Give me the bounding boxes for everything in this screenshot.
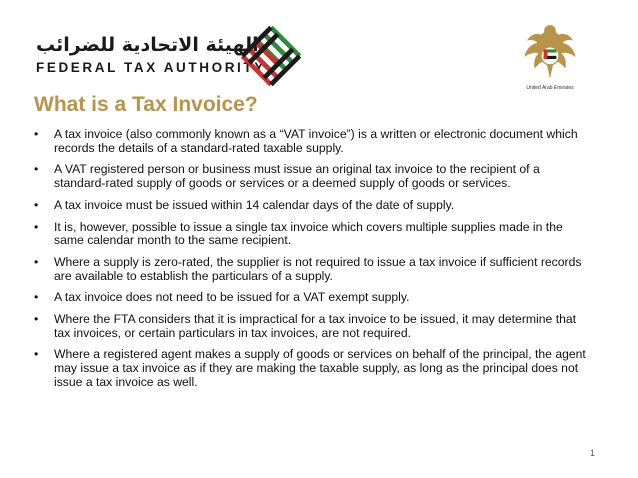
bullet-text: A tax invoice (also commonly known as a “VAT invoice”) is a written or electronic document which records the details of a standard-rated taxable supply. — [54, 127, 578, 155]
bullet-text: Where a supply is zero-rated, the supplier is not required to issue a tax invoice if sufficient records are available to establish the particulars of a supply. — [54, 254, 582, 283]
slide-header — [0, 0, 638, 95]
bullet-item — [34, 199, 594, 213]
bullet-text: A VAT registered person or business must issue an original tax invoice to the recipient of a standard-rated supply of goods or services or a deemed supply of goods or services. — [54, 162, 540, 190]
fta-emblem-icon — [237, 22, 305, 90]
country-emblem-label: United Arab Emirates — [526, 85, 574, 91]
bullet-text: It is, however, possible to issue a single tax invoice which covers multiple supplies made in the same calendar month to the same recipient. — [54, 219, 563, 248]
bullet-list — [34, 128, 594, 397]
bullet-item — [34, 313, 594, 340]
uae-falcon-emblem-icon — [518, 20, 582, 84]
bullet-marker: • — [34, 290, 39, 305]
slide-title: What is a Tax Invoice? — [34, 93, 258, 116]
bullet-item — [34, 163, 594, 190]
bullet-text: Where the FTA considers that it is impractical for a tax invoice to be issued, it may determine that tax invoices, or certain particulars in tax invoices, are not required. — [54, 312, 577, 340]
bullet-text: A tax invoice must be issued within 14 calendar days of the date of supply. — [54, 197, 455, 212]
page-number: 1 — [590, 448, 596, 458]
bullet-marker: • — [34, 197, 39, 212]
bullet-marker: • — [34, 312, 39, 327]
bullet-text: A tax invoice does not need to be issued for a VAT exempt supply. — [54, 290, 410, 305]
bullet-item — [34, 256, 594, 283]
bullet-marker: • — [34, 162, 39, 177]
bullet-item — [34, 128, 594, 155]
bullet-text: Where a registered agent makes a supply of goods or services on behalf of the principal, the agent may issue a tax invoice as if they are making the taxable supply, as long as the principal does not issue a tax invoice as well. — [54, 347, 586, 389]
bullet-marker: • — [34, 347, 39, 362]
org-name-english: FEDERAL TAX AUTHORITY — [36, 60, 266, 75]
bullet-item — [34, 348, 594, 389]
bullet-marker: • — [34, 219, 39, 234]
bullet-marker: • — [34, 254, 39, 269]
bullet-marker: • — [34, 127, 39, 141]
bullet-item — [34, 221, 594, 248]
org-name-arabic: الهيئة الاتحادية للضرائب — [36, 34, 259, 56]
bullet-item — [34, 291, 594, 305]
